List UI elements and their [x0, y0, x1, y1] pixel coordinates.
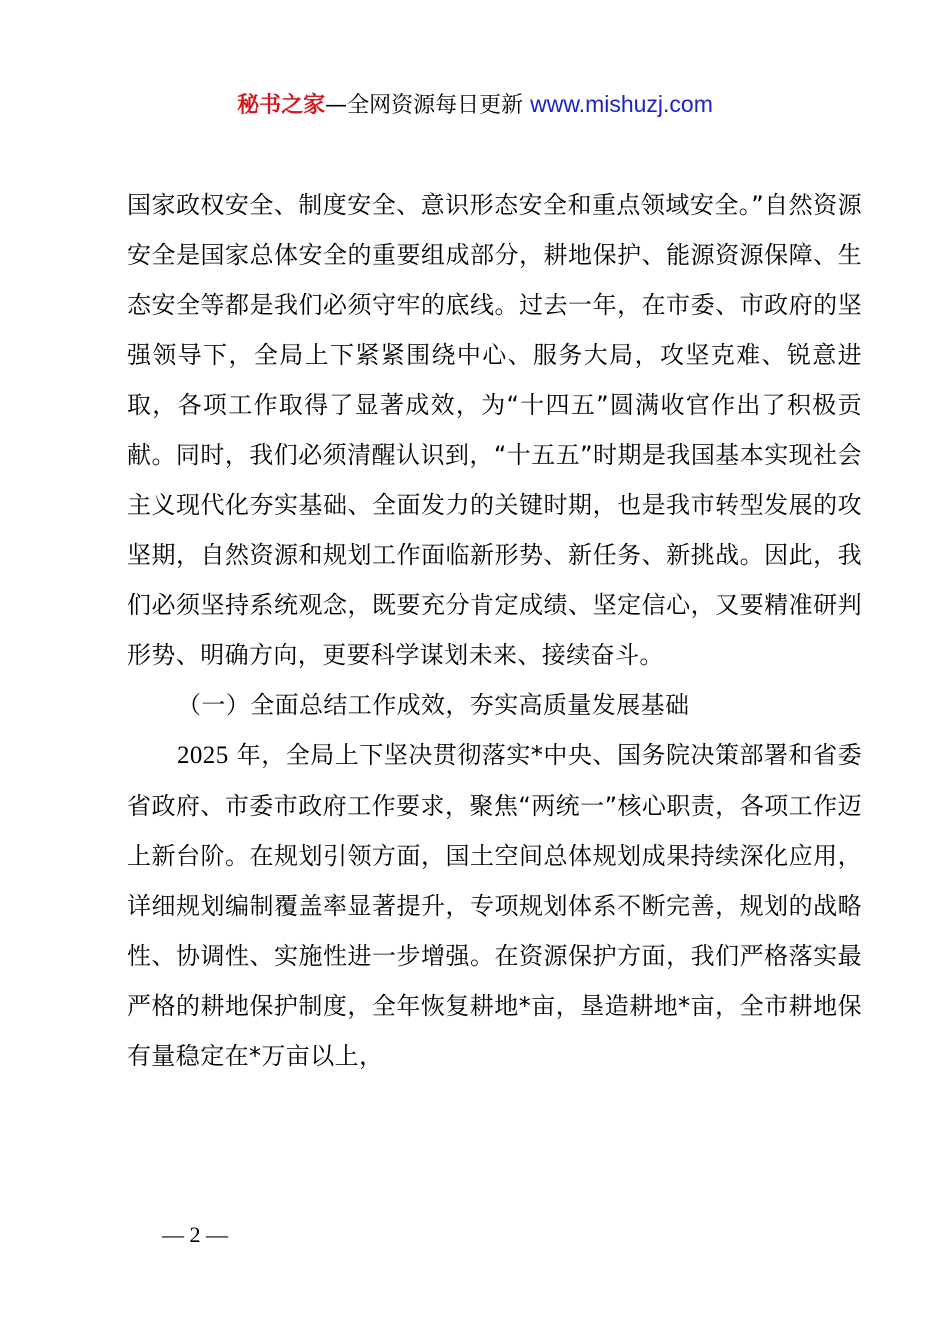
header-tagline: —全网资源每日更新	[325, 93, 531, 118]
body-paragraph-1: 国家政权安全、制度安全、意识形态安全和重点领域安全。”自然资源安全是国家总体安全的重要组成部分，耕地保护、能源资源保障、生态安全等都是我们必须守牢的底线。过去一年，在市委、市政府的坚强领导下，全局上下紧紧围绕中心、服务大局，攻坚克难、锐意进取，各项工作取得了显著成效，为“十四五”圆满收官作出了积极贡献。同时，我们必须清醒认识到，“十五五”时期是我国基本实现社会主义现代化夯实基础、全面发力的关键时期，也是我市转型发展的攻坚期，自然资源和规划工作面临新形势、新任务、新挑战。因此，我们必须坚持系统观念，既要充分肯定成绩、坚定信心，又要精准研判形势、明确方向，更要科学谋划未来、接续奋斗。	[127, 191, 862, 669]
year-text: 2025	[177, 742, 229, 769]
document-body	[127, 180, 862, 1081]
header-url-link[interactable]: www.mishuzj.com	[530, 91, 713, 117]
page-header	[0, 86, 950, 124]
page-number: — 2 —	[162, 1222, 228, 1247]
body-paragraph-2-text: 年，全局上下坚决贯彻落实*中央、国务院决策部署和省委省政府、市委市政府工作要求，聚焦“两统一”核心职责，各项工作迈上新台阶。在规划引领方面，国土空间总体规划成果持续深化应用，详细规划编制覆盖率显著提升，专项规划体系不断完善，规划的战略性、协调性、实施性进一步增强。在资源保护方面，我们严格落实最严格的耕地保护制度，全年恢复耕地*亩，垦造耕地*亩，全市耕地保有量稳定在*万亩以上，	[127, 741, 862, 1070]
body-paragraph-2	[127, 730, 862, 1081]
section-heading: （一）全面总结工作成效，夯实高质量发展基础	[177, 691, 690, 719]
brand-name: 秘书之家	[237, 93, 326, 118]
